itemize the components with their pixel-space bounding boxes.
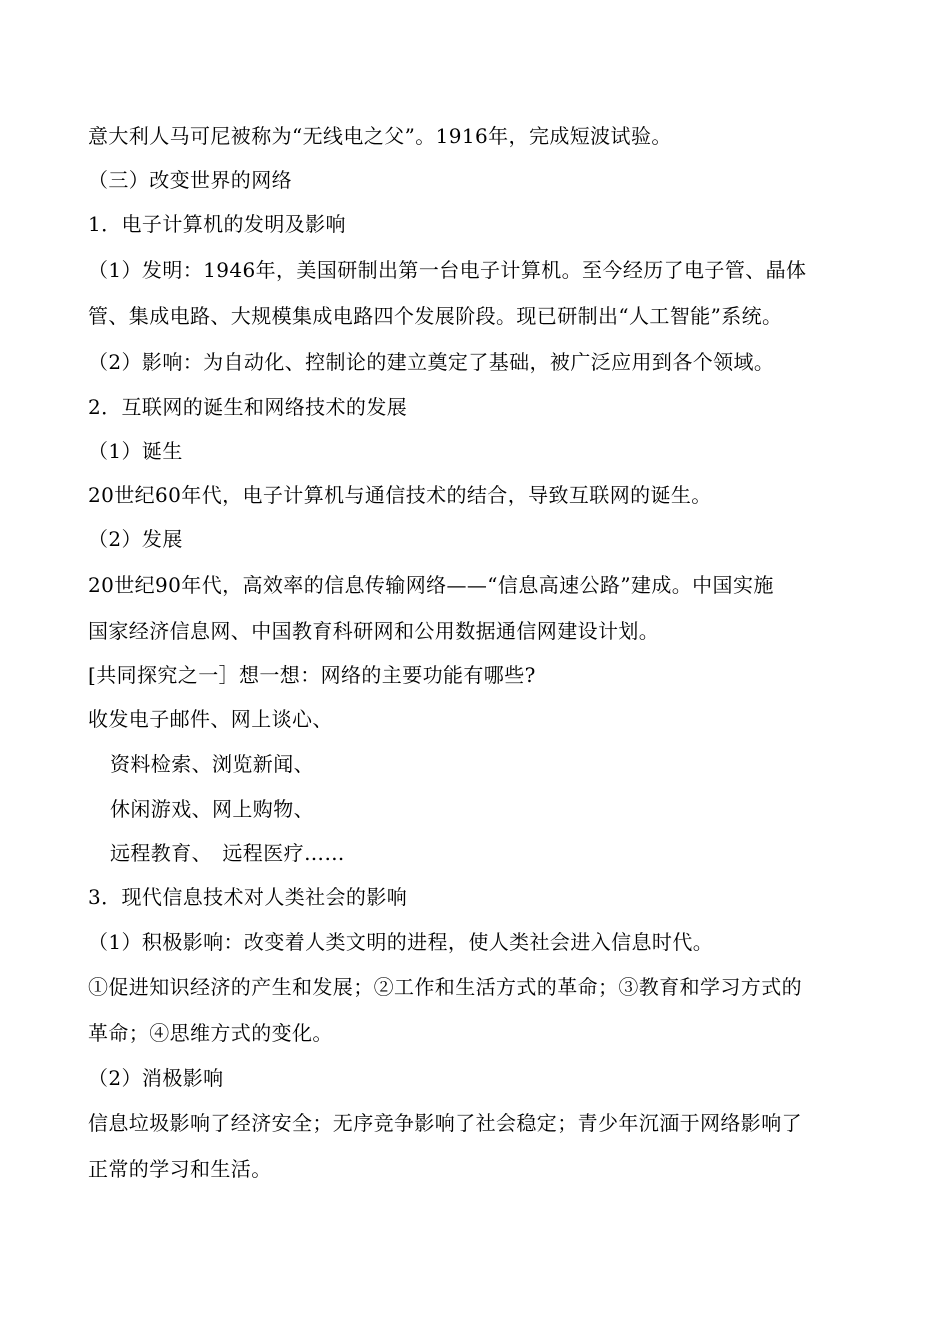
function-list-item: 远程教育、 远程医疗…… bbox=[110, 841, 345, 865]
section-heading-network: （三）改变世界的网络 bbox=[88, 168, 292, 192]
paragraph-birth: 20世纪60年代，电子计算机与通信技术的结合，导致互联网的诞生。 bbox=[88, 483, 712, 507]
paragraph-impact: （2）影响：为自动化、控制论的建立奠定了基础，被广泛应用到各个领域。 bbox=[88, 350, 775, 374]
paragraph-development: 20世纪90年代，高效率的信息传输网络——“信息高速公路”建成。中国实施 bbox=[88, 573, 774, 597]
paragraph-positive: ①促进知识经济的产生和发展；②工作和生活方式的革命；③教育和学习方式的 bbox=[88, 975, 802, 999]
item-birth: （1）诞生 bbox=[88, 439, 183, 463]
item-negative: （2）消极影响 bbox=[88, 1066, 224, 1090]
inquiry-question: [共同探究之一］想一想：网络的主要功能有哪些? bbox=[88, 663, 536, 687]
function-list-item: 收发电子邮件、网上谈心、 bbox=[88, 707, 333, 731]
item-development: （2）发展 bbox=[88, 527, 183, 551]
paragraph-positive-cont: 革命；④思维方式的变化。 bbox=[88, 1021, 333, 1045]
paragraph-negative: 信息垃圾影响了经济安全；无序竞争影响了社会稳定；青少年沉湎于网络影响了 bbox=[88, 1111, 802, 1135]
item-positive: （1）积极影响：改变着人类文明的进程，使人类社会进入信息时代。 bbox=[88, 930, 714, 954]
paragraph-invention: （1）发明：1946年，美国研制出第一台电子计算机。至今经历了电子管、晶体 bbox=[88, 258, 807, 282]
subheading-internet: 2．互联网的诞生和网络技术的发展 bbox=[88, 395, 408, 419]
paragraph-development-cont: 国家经济信息网、中国教育科研网和公用数据通信网建设计划。 bbox=[88, 619, 660, 643]
paragraph-negative-cont: 正常的学习和生活。 bbox=[88, 1157, 272, 1181]
subheading-influence: 3．现代信息技术对人类社会的影响 bbox=[88, 885, 408, 909]
function-list-item: 资料检索、浏览新闻、 bbox=[110, 752, 314, 776]
function-list-item: 休闲游戏、网上购物、 bbox=[110, 797, 314, 821]
paragraph-invention-cont: 管、集成电路、大规模集成电路四个发展阶段。现已研制出“人工智能”系统。 bbox=[88, 304, 783, 328]
paragraph-marconi: 意大利人马可尼被称为“无线电之父”。1916年，完成短波试验。 bbox=[88, 124, 672, 148]
subheading-computer: 1．电子计算机的发明及影响 bbox=[88, 212, 346, 236]
